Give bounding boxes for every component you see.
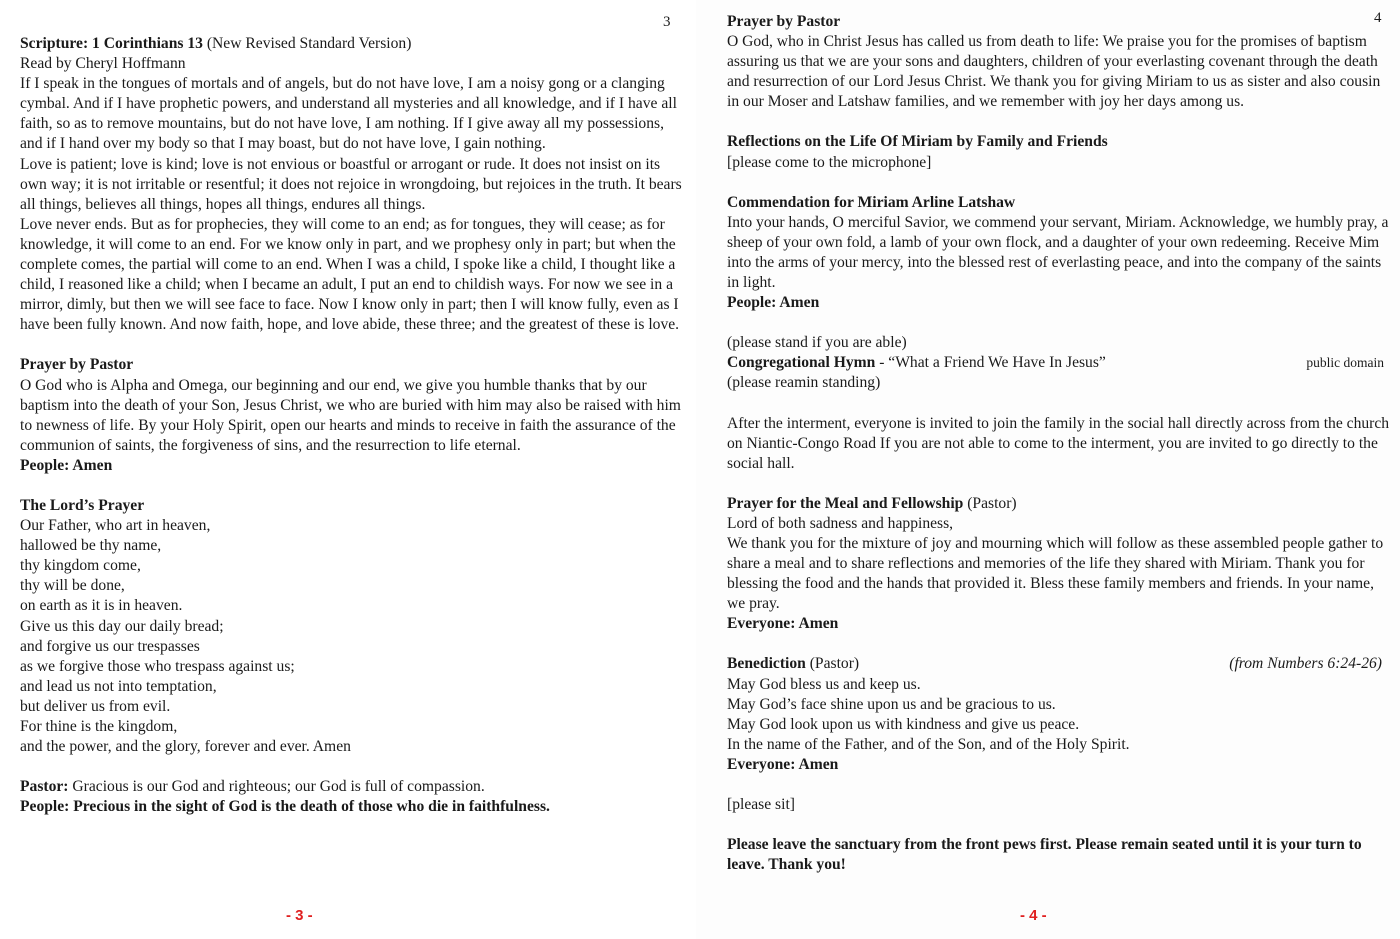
prayer-heading: Prayer by Pastor — [727, 13, 841, 30]
prayer-line: Give us this day our daily bread; — [20, 617, 224, 635]
right-page — [696, 0, 1400, 939]
prayer-line: Our Father, who art in heaven, — [20, 517, 211, 535]
left-page — [0, 0, 696, 939]
footer-page-number: - 3 - — [286, 907, 313, 924]
meal-prayer-heading: Prayer for the Meal and Fellowship — [727, 494, 964, 512]
prayer-line: For thine is the kingdom, — [20, 718, 178, 735]
closing-text: Please leave the sanctuary from the front pews first. Please remain seated until it is your turn to leave. Thank you! — [727, 836, 1362, 874]
benediction-line: May God look upon us with kindness and give us peace. — [727, 715, 1080, 733]
prayer-line: and the power, and the glory, forever and ever. Amen — [20, 738, 351, 756]
sit-section — [727, 795, 1392, 815]
hymn-section — [727, 333, 1392, 393]
everyone-response: Everyone: Amen — [727, 615, 839, 633]
reflections-section — [727, 132, 1392, 172]
people-response: People: Amen — [20, 456, 113, 474]
scripture-paragraph: If I speak in the tongues of mortals and of angels, but do not have love, I am a noisy gong or a clanging cymbal. And if I have prophetic powers, and understand all mysteries and all knowledge, and if I have all faith, so as to remove mountains, but do not have love, I am nothing. If I give away all my possessions, and if I hand over my body so that I may boast, but do not have love, I gain nothing. — [20, 75, 677, 153]
everyone-response: Everyone: Amen — [727, 755, 839, 773]
benediction-by: (Pastor) — [805, 655, 860, 673]
benediction-line: May God bless us and keep us. — [727, 675, 921, 693]
footer-page-number: - 4 - — [1020, 907, 1047, 924]
hymn-line — [727, 353, 1106, 373]
lords-prayer-heading: The Lord’s Prayer — [20, 496, 145, 514]
hymn-title: - “What a Friend We Have In Jesus” — [875, 354, 1106, 372]
reflections-note: [please come to the microphone] — [727, 153, 932, 171]
stand-note: (please stand if you are able) — [727, 334, 907, 352]
interment-section — [727, 414, 1392, 474]
closing-section — [727, 835, 1392, 875]
meal-prayer-line: Lord of both sadness and happiness, — [727, 514, 954, 532]
benediction-heading: Benediction — [727, 655, 806, 673]
lords-prayer-section — [20, 496, 686, 757]
corner-page-number: 3 — [663, 14, 671, 30]
commendation-heading: Commendation for Miriam Arline Latshaw — [727, 193, 1016, 211]
pastor-label: Pastor: — [20, 778, 69, 796]
prayer-line: as we forgive those who trespass against us; — [20, 657, 295, 675]
benediction-heading-line — [727, 654, 859, 674]
corner-page-number: 4 — [1374, 10, 1382, 26]
scripture-heading: Scripture: 1 Corinthians 13 — [20, 35, 203, 52]
hymn-row — [727, 353, 1392, 373]
reflections-heading: Reflections on the Life Of Miriam by Family and Friends — [727, 133, 1108, 151]
scripture-reader: Read by Cheryl Hoffmann — [20, 55, 186, 73]
commendation-section — [727, 193, 1392, 314]
hymn-heading: Congregational Hymn — [727, 354, 876, 372]
pastor-text: Gracious is our God and righteous; our God is full of compassion. — [68, 778, 485, 796]
prayer-heading: Prayer by Pastor — [20, 356, 134, 374]
benediction-section — [727, 654, 1392, 775]
scripture-paragraph: Love is patient; love is kind; love is not envious or boastful or arrogant or rude. It does not insist on its own way; it is not irritable or resentful; it does not rejoice in wrongdoing, but rejoices in the truth. It bears all things, believes all things, hopes all things, endures all things. — [20, 155, 682, 213]
sit-note: [please sit] — [727, 796, 795, 813]
commendation-text: Into your hands, O merciful Savior, we commend your servant, Miriam. Acknowledge, we humbly pray, a sheep of your own fold, a lamb of your own flock, and a daughter of your own redeeming. Receive Mim into the arms of your mercy, into the blessed rest of everlasting peace, and into the company of the saints in light. — [727, 213, 1389, 292]
interment-text: After the interment, everyone is invited to join the family in the social hall directly across from the church on Niantic-Congo Road If you are not able to come to the interment, you are invited to go directly to the social hall. — [727, 414, 1390, 472]
benediction-line: In the name of the Father, and of the Son, and of the Holy Spirit. — [727, 735, 1130, 753]
benediction-citation: (from Numbers 6:24-26) — [1229, 655, 1382, 673]
benediction-line: May God’s face shine upon us and be gracious to us. — [727, 695, 1056, 713]
people-response: People: Amen — [727, 294, 820, 312]
prayer-text: O God who is Alpha and Omega, our beginning and our end, we give you humble thanks that by our baptism into the death of your Son, Jesus Christ, we who are buried with him may also be raised with him to newness of life. By your Holy Spirit, open our hearts and minds to receive in faith the assurance of the communion of saints, the forgiveness of sins, and the resurrection to life eternal. — [20, 376, 681, 454]
people-line: People: Precious in the sight of God is the death of those who die in faithfulness. — [20, 798, 550, 816]
meal-prayer-section — [727, 494, 1392, 635]
responsive-reading — [20, 777, 686, 817]
prayer-section — [20, 355, 686, 476]
scripture-paragraph: Love never ends. But as for prophecies, they will come to an end; as for tongues, they will cease; as for knowledge, it will come to an end. For we know only in part, and we prophesy only in part; but when the complete comes, the partial will come to an end. When I was a child, I spoke like a child, I thought like a child, I reasoned like a child; when I became an adult, I put an end to childish ways. For now we see in a mirror, dimly, but then we will see face to face. Now I know only in part; then I will know fully, even as I have been fully known. And now faith, hope, and love abide, these three; and the greatest of these is love. — [20, 215, 680, 334]
prayer-line: and forgive us our trespasses — [20, 637, 200, 655]
prayer-line: but deliver us from evil. — [20, 697, 171, 715]
pastor-prayer-section — [727, 12, 1392, 112]
scripture-heading-line — [20, 34, 686, 54]
remain-standing-note: (please reamin standing) — [727, 374, 881, 392]
scripture-version: (New Revised Standard Version) — [202, 35, 412, 52]
pastor-line — [20, 777, 686, 797]
prayer-line: thy will be done, — [20, 577, 125, 595]
prayer-line: and lead us not into temptation, — [20, 677, 217, 695]
prayer-text: O God, who in Christ Jesus has called us from death to life: We praise you for the promises of baptism assuring us that we are your sons and daughters, children of your everlasting covenant through the death and resurrection of our Lord Jesus Christ. We thank you for giving Miriam to us as sister and also cousin in our Moser and Latshaw families, and we remember with joy her days among us. — [727, 33, 1381, 111]
benediction-heading-row — [727, 654, 1392, 674]
prayer-line: thy kingdom come, — [20, 557, 141, 575]
public-domain-label: public domain — [1306, 355, 1384, 371]
scripture-section — [20, 34, 686, 335]
meal-prayer-by: (Pastor) — [963, 494, 1017, 512]
meal-prayer-heading-line — [727, 494, 1392, 514]
prayer-line: hallowed be thy name, — [20, 537, 162, 555]
prayer-line: on earth as it is in heaven. — [20, 597, 183, 615]
meal-prayer-text: We thank you for the mixture of joy and mourning which will follow as these assembled people gather to share a meal and to share reflections and memories of the life they shared with Miriam. Thank you for blessing the food and the hands that provided it. Bless these family members and friends. In your name, we pray. — [727, 534, 1384, 613]
